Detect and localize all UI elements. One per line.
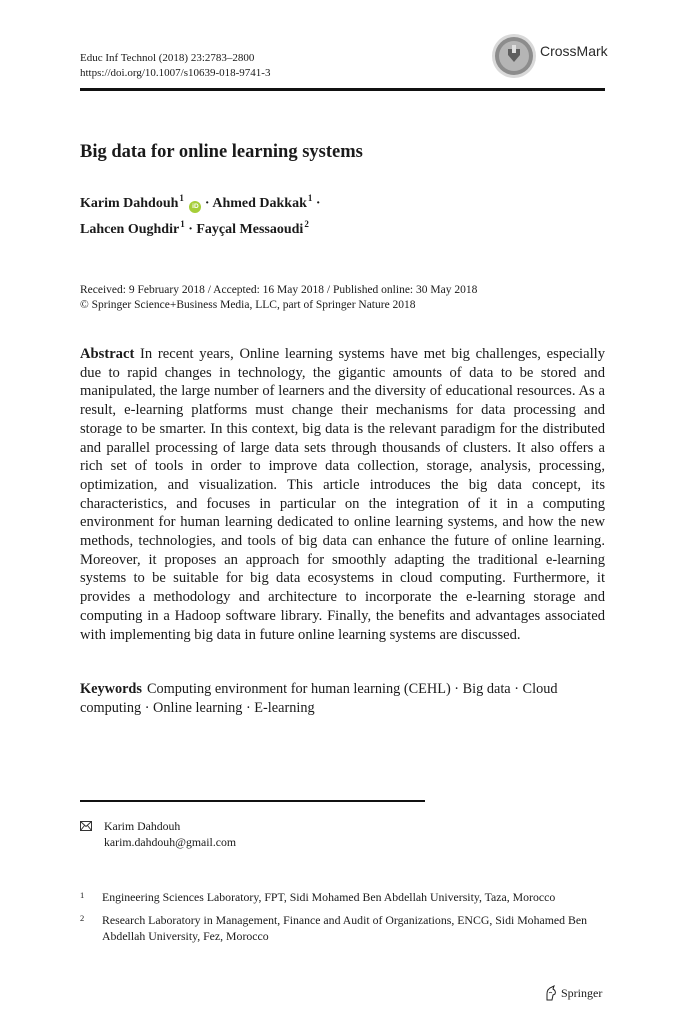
doi-link[interactable]: https://doi.org/10.1007/s10639-018-9741-3: [80, 67, 271, 79]
author-separator: ·: [312, 196, 321, 211]
affiliation-ref[interactable]: 2: [304, 219, 309, 229]
crossmark-badge[interactable]: [491, 33, 608, 79]
copyright-line: © Springer Science+Business Media, LLC, part of Springer Nature 2018: [80, 299, 416, 311]
author-line-1: [80, 188, 321, 214]
journal-line: Educ Inf Technol (2018) 23:2783–2800: [80, 52, 255, 64]
contact-name: Karim Dahdouh: [104, 819, 181, 833]
springer-horse-icon: [544, 985, 558, 1001]
publisher-name: Springer: [561, 985, 603, 1000]
contact-email[interactable]: karim.dahdouh@gmail.com: [104, 835, 237, 849]
corresponding-author: [80, 818, 236, 850]
author-list: [80, 188, 321, 240]
journal-citation: [80, 51, 270, 81]
author-separator: ·: [184, 222, 197, 237]
keywords: [80, 680, 605, 717]
affiliation-text: Engineering Sciences Laboratory, FPT, Sidi Mohamed Ben Abdellah University, Taza, Morocco: [102, 890, 556, 904]
abstract: [80, 345, 605, 644]
affiliation-ref[interactable]: 1: [307, 193, 313, 203]
abstract-text: In recent years, Online learning systems have met big challenges, especially due to rapid changes in technology, the gigantic amounts of data to be stored and manipulated, the large number of learners and the diversity of educational resources. As a result, e-learning platforms must change their mechanisms for data processing and storage to be smarter. In this context, big data is the relevant paradigm for the distributed and parallel processing of large data sets through thousands of clusters. It also offers a rich set of tools in order to improve data collection, storage, analysis, processing, optimization, and visualization. This article introduces the big data concept, its characteristics, and focuses in particular on the integration of it in a computing environment for human learning dedicated to online learning systems, and how the new methods, technologies, and tools of big data can enhance the future of online learning. Moreover, it proposes an approach for smoothly adapting the traditional e-learning systems to be suitable for big data ecosystems in cloud computing. Furthermore, it provides a methodology and architecture to incorporate the e-learning storage and computing in a Hadoop software library. Finally, the benefits and advantages associated with implementing big data in future online learning systems are discussed.: [80, 346, 605, 643]
affiliation-2: [80, 912, 605, 944]
author-separator: ·: [201, 196, 213, 211]
keywords-label: Keywords: [80, 681, 142, 697]
header-rule: [80, 88, 605, 91]
abstract-label: Abstract: [80, 346, 135, 362]
crossmark-icon: [491, 33, 537, 79]
author-name[interactable]: Ahmed Dakkak: [212, 196, 307, 211]
footnote-rule: [80, 800, 425, 802]
affiliation-ref[interactable]: 1: [179, 193, 184, 203]
article-title: Big data for online learning systems: [80, 142, 363, 162]
keywords-text: Computing environment for human learning (CEHL) · Big data · Cloud computing · Online learning · E-learning: [80, 681, 558, 716]
publisher-logo: [544, 985, 602, 1001]
affiliation-number: 1: [80, 890, 85, 900]
affiliation-1: [80, 889, 605, 905]
affiliation-ref[interactable]: 1: [180, 219, 185, 229]
author-name[interactable]: Lahcen Oughdir: [80, 222, 180, 237]
author-name[interactable]: Fayçal Messaoudi: [196, 222, 304, 237]
author-name[interactable]: Karim Dahdouh: [80, 196, 179, 211]
orcid-icon[interactable]: iD: [189, 201, 201, 213]
envelope-icon: [80, 821, 92, 831]
publication-dates: [80, 283, 605, 313]
author-line-2: [80, 214, 321, 240]
affiliation-number: 2: [80, 913, 85, 923]
history-line: Received: 9 February 2018 / Accepted: 16 May 2018 / Published online: 30 May 2018: [80, 284, 478, 296]
affiliation-text: Research Laboratory in Management, Finance and Audit of Organizations, ENCG, Sidi Mohamed Ben Abdellah University, Fez, Morocco: [102, 913, 587, 943]
crossmark-label: CrossMark: [540, 43, 608, 59]
